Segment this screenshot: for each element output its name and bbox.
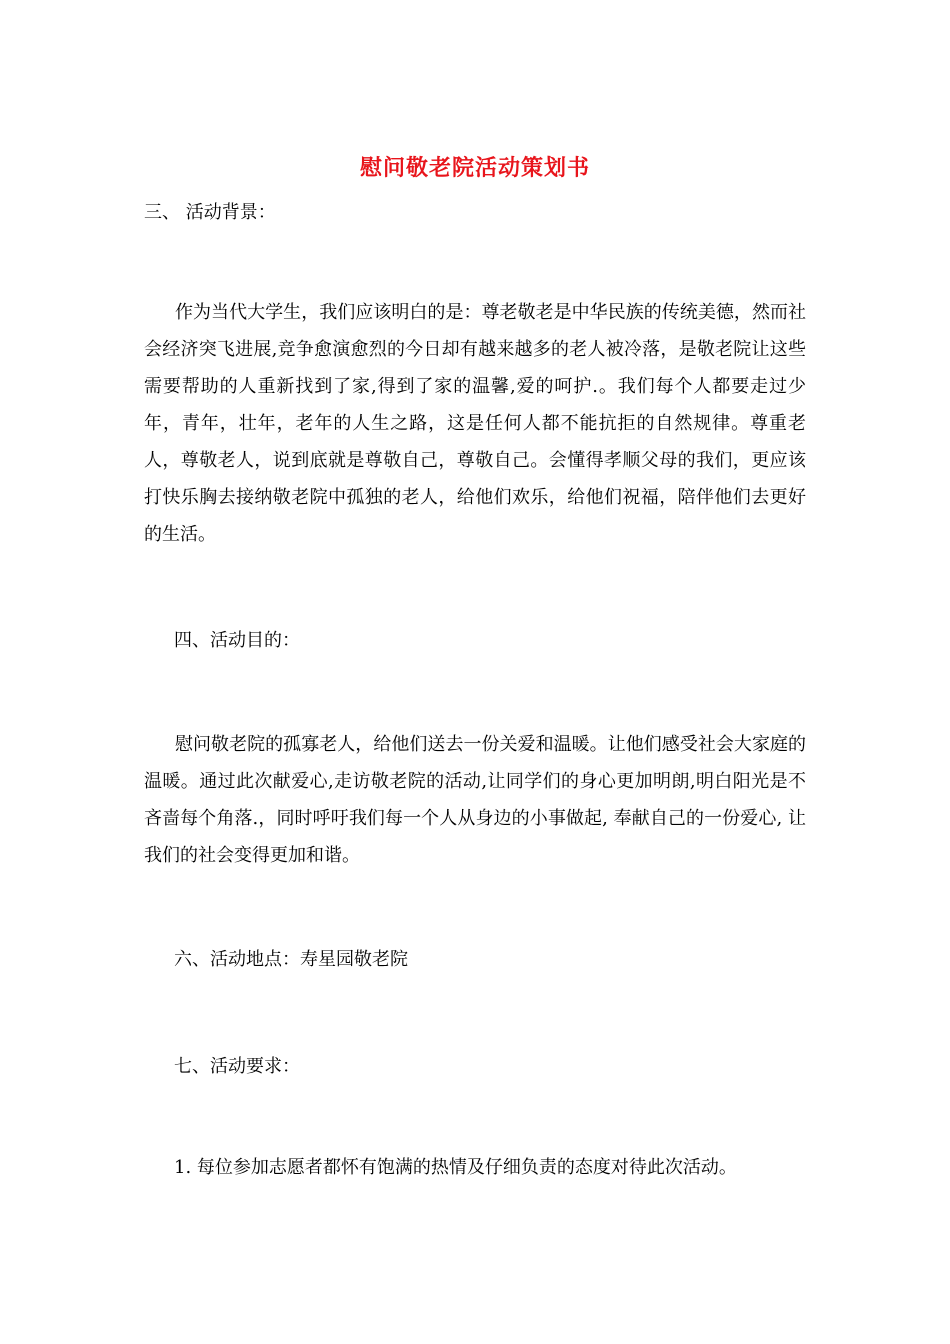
section-heading-requirements: 七、活动要求： (174, 1056, 300, 1077)
section-heading-location: 六、活动地点：寿星园敬老院 (174, 949, 408, 970)
document-title: 慰问敬老院活动策划书 (359, 155, 590, 181)
paragraph-background: 作为当代大学生，我们应该明白的是：尊老敬老是中华民族的传统美德，然而社会经济突飞进展,竞争愈演愈烈的今日却有越来越多的老人被冷落，是敬老院让这些需要帮助的人重新找到了家,得到了家的温馨,爱的呵护.。我们每个人都要走过少年，青年，壮年，老年的人生之路，这是任何人都不能抗拒的自然规律。尊重老人，尊敬老人，说到底就是尊敬自己，尊敬自己。会懂得孝顺父母的我们，更应该打快乐胸去接纳敬老院中孤独的老人，给他们欢乐，给他们祝福，陪伴他们去更好的生活。 (144, 302, 806, 545)
requirement-item-1: 1. 每位参加志愿者都怀有饱满的热情及仔细负责的态度对待此次活动。 (174, 1157, 737, 1178)
section-heading-purpose: 四、活动目的： (174, 630, 300, 651)
section-heading-background: 三、 活动背景： (144, 202, 276, 223)
paragraph-purpose: 慰问敬老院的孤寡老人，给他们送去一份关爱和温暖。让他们感受社会大家庭的温暖。通过此次献爱心,走访敬老院的活动,让同学们的身心更加明朗,明白阳光是不吝啬每个角落.，同时呼吁我们每一个人从身边的小事做起, 奉献自己的一份爱心, 让我们的社会变得更加和谐。 (144, 734, 806, 866)
